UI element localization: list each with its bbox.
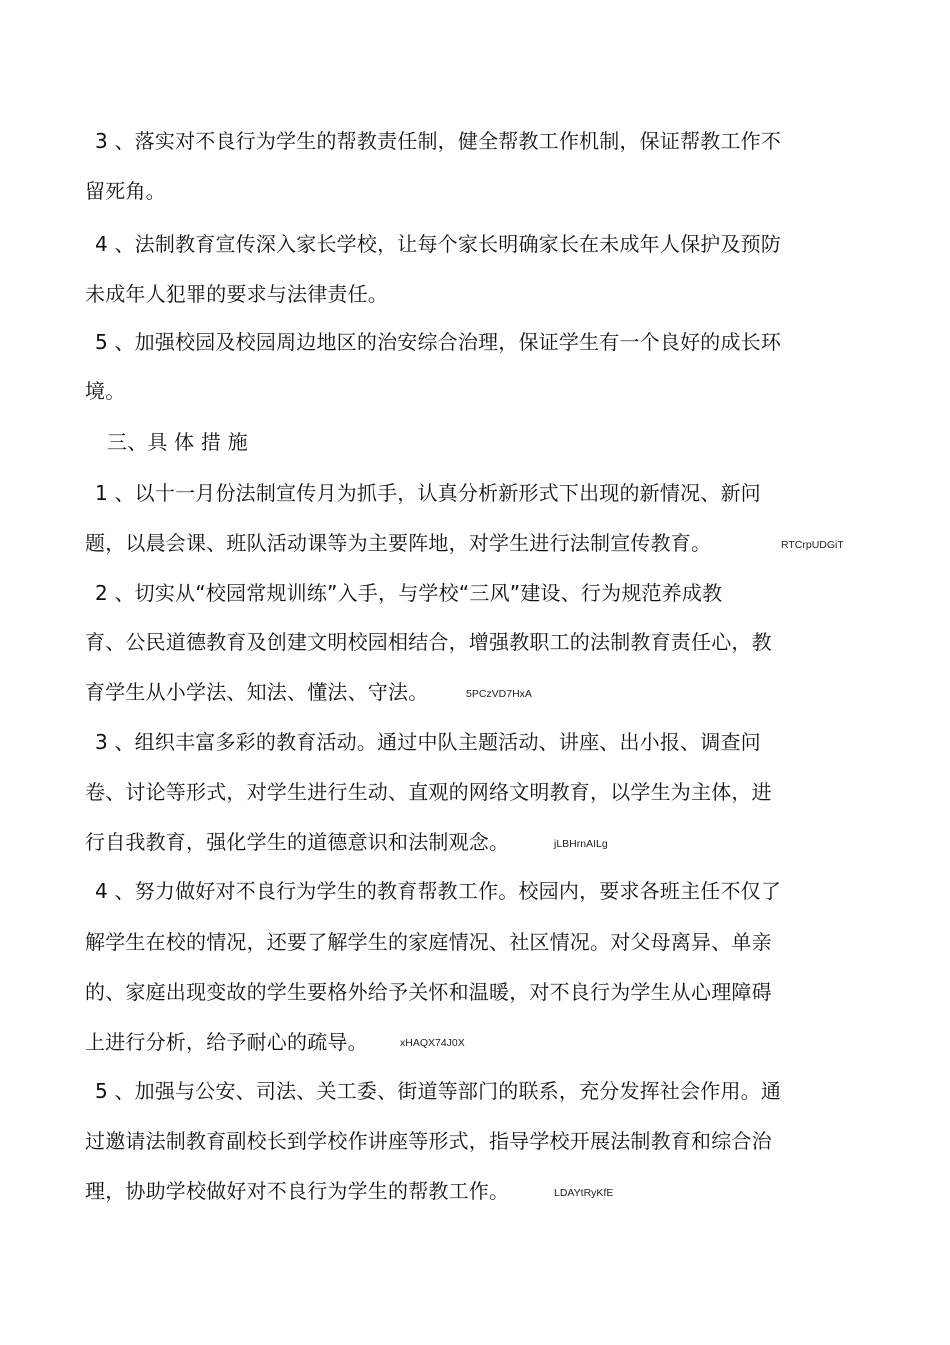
reference-code: xHAQX74J0X [400, 1037, 465, 1049]
measure-4-line-3: 的、家庭出现变故的学生要格外给予关怀和温暖，对不良行为学生从心理障碍 [85, 980, 772, 1004]
section-heading: 三、具 体 措 施 [107, 430, 248, 454]
measure-4-line-2: 解学生在校的情况，还要了解学生的家庭情况、社区情况。对父母离异、单亲 [85, 930, 772, 954]
measure-1-line-1: 1 、以十一月份法制宣传月为抓手，认真分析新形式下出现的新情况、新问 [95, 481, 761, 505]
measure-2-line-2: 育、公民道德教育及创建文明校园相结合，增强教职工的法制教育责任心，教 [85, 630, 772, 654]
item-5-line-2: 境。 [85, 379, 126, 403]
measure-5-line-2: 过邀请法制教育副校长到学校作讲座等形式，指导学校开展法制教育和综合治 [85, 1129, 772, 1153]
item-3-line-2: 留死角。 [85, 179, 166, 203]
measure-5-line-3: 理，协助学校做好对不良行为学生的帮教工作。 [85, 1179, 510, 1203]
item-4-line-2: 未成年人犯罪的要求与法律责任。 [85, 282, 388, 306]
item-5-line-1: 5 、加强校园及校园周边地区的治安综合治理，保证学生有一个良好的成长环 [95, 330, 782, 354]
item-4-line-1: 4 、法制教育宣传深入家长学校，让每个家长明确家长在未成年人保护及预防 [95, 232, 782, 256]
measure-2-line-1: 2 、切实从“校园常规训练”入手，与学校“三风”建设、行为规范养成教 [95, 581, 723, 605]
measure-4-line-4: 上进行分析，给予耐心的疏导。 [85, 1030, 368, 1054]
reference-code: RTCrpUDGiT [781, 539, 844, 551]
measure-1-line-2: 题，以晨会课、班队活动课等为主要阵地，对学生进行法制宣传教育。 [85, 531, 712, 555]
reference-code: LDAYtRyKfE [554, 1187, 614, 1199]
item-3-line-1: 3 、落实对不良行为学生的帮教责任制，健全帮教工作机制，保证帮教工作不 [95, 129, 782, 153]
measure-5-line-1: 5 、加强与公安、司法、关工委、街道等部门的联系，充分发挥社会作用。通 [95, 1079, 782, 1103]
measure-4-line-1: 4 、努力做好对不良行为学生的教育帮教工作。校园内，要求各班主任不仅了 [95, 879, 782, 903]
measure-3-line-2: 卷、讨论等形式，对学生进行生动、直观的网络文明教育，以学生为主体，进 [85, 780, 772, 804]
reference-code: jLBHrnAILg [554, 838, 608, 850]
reference-code: 5PCzVD7HxA [466, 688, 532, 700]
measure-3-line-1: 3 、组织丰富多彩的教育活动。通过中队主题活动、讲座、出小报、调查问 [95, 730, 761, 754]
measure-2-line-3: 育学生从小学法、知法、懂法、守法。 [85, 680, 429, 704]
measure-3-line-3: 行自我教育，强化学生的道德意识和法制观念。 [85, 830, 510, 854]
